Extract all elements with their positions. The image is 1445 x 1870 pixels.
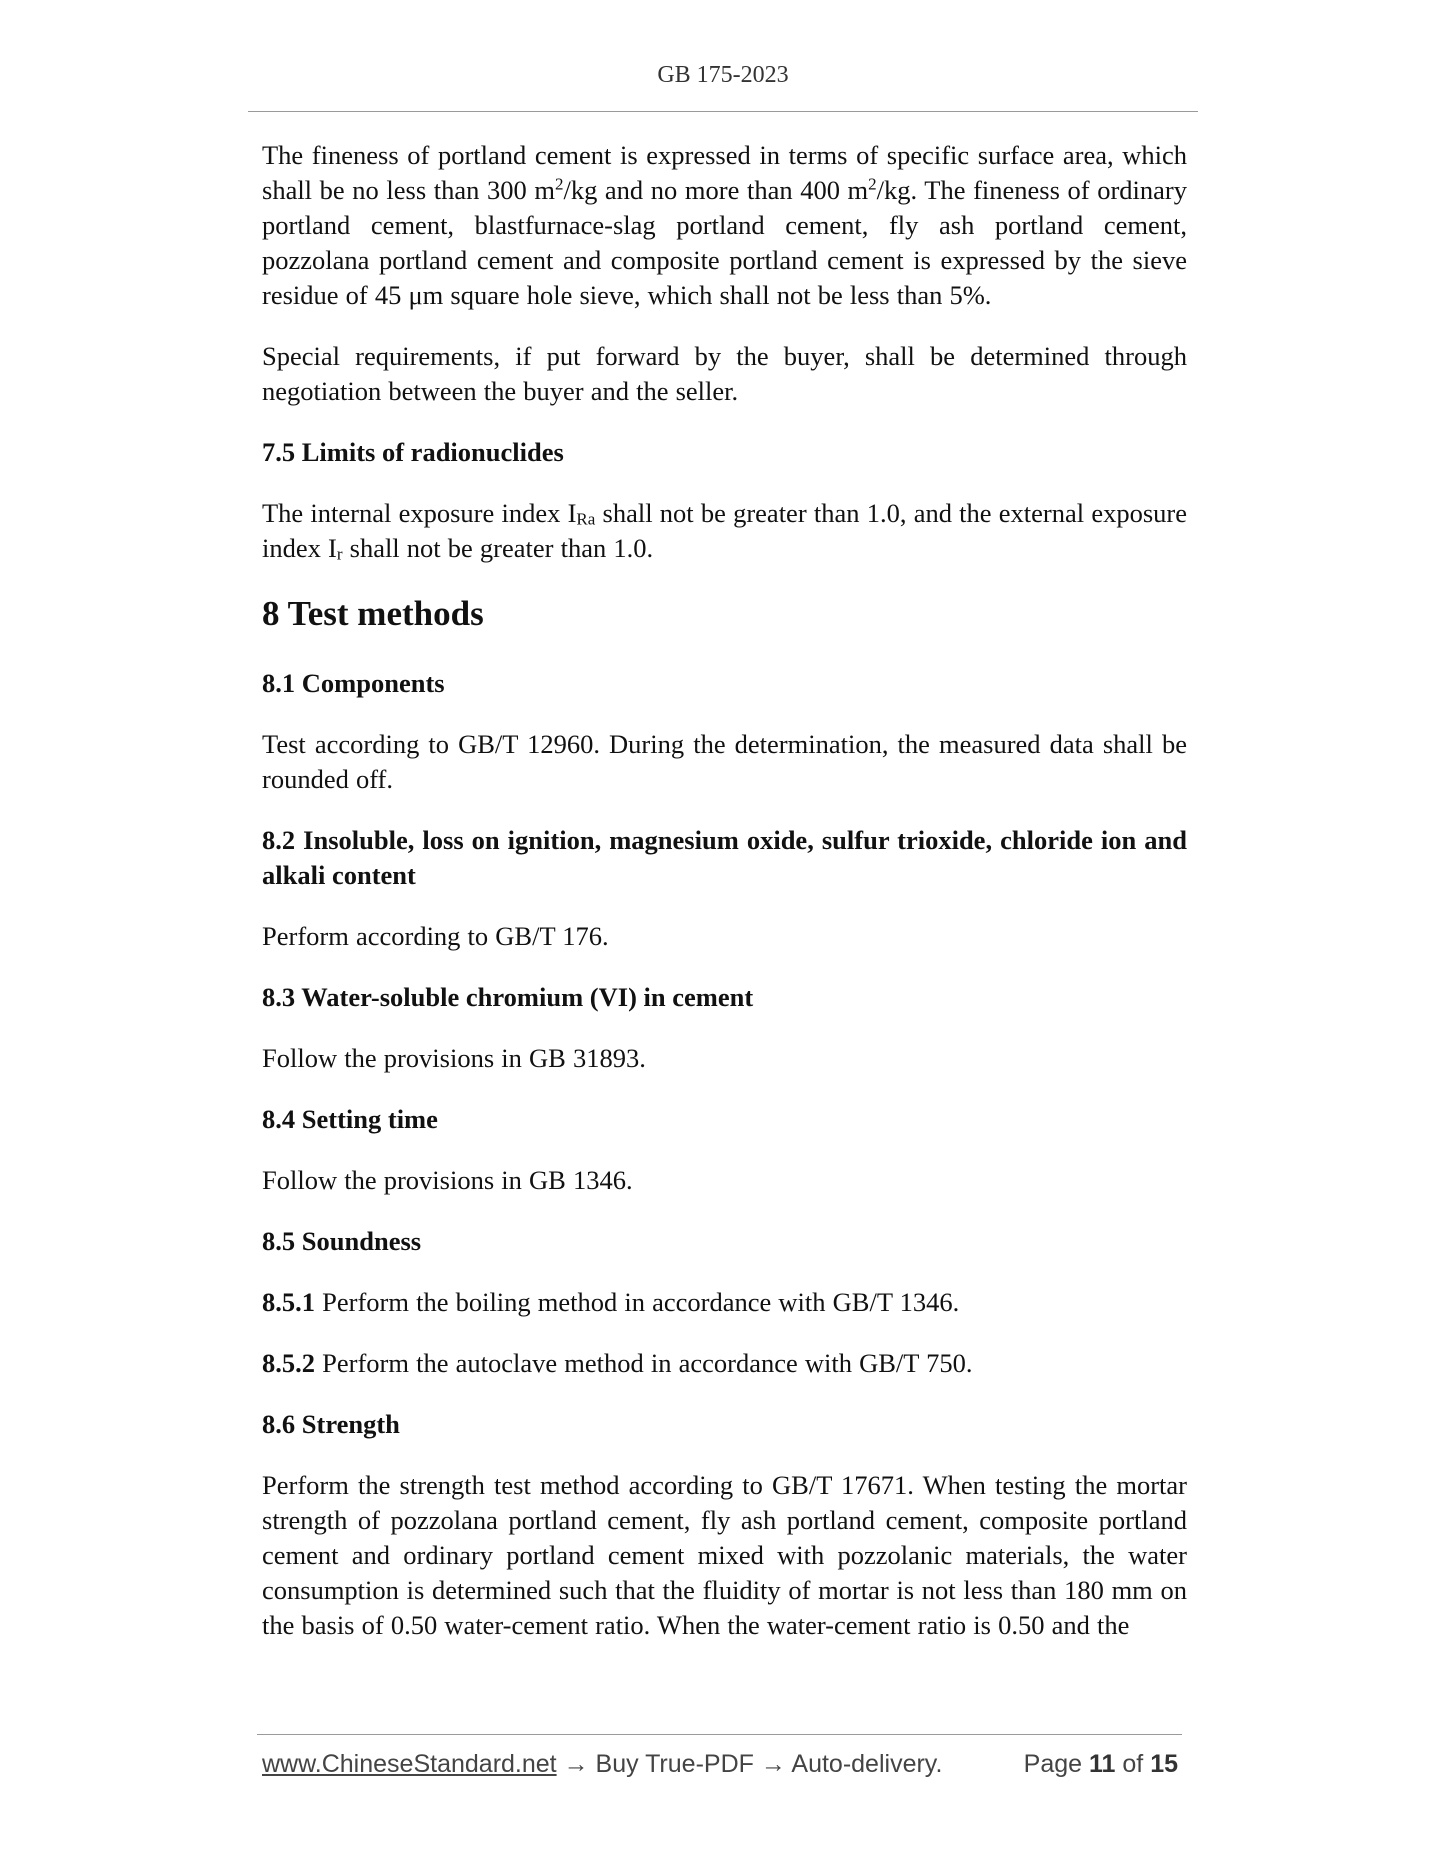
radionuclides-paragraph [262,496,1187,566]
section-heading-8-3: 8.3 Water-soluble chromium (VI) in cement [262,982,754,1012]
section-heading-8-5: 8.5 Soundness [262,1226,422,1256]
section-heading-8-4: 8.4 Setting time [262,1104,438,1134]
footer-tagline: → Buy True-PDF → Auto-delivery. [556,1750,943,1778]
soundness-item-2 [262,1346,1187,1381]
clause-number: 8.5.2 [262,1348,315,1378]
strength-paragraph: Perform the strength test method according to GB/T 17671. When testing the mortar strength of pozzolana portland cement, fly ash portland cement, composite portland cement and ordinary portland cement mixed with pozzolanic materials, the water consumption is determined such that the fluidity of mortar is not less than 180 mm on the basis of 0.50 water-cement ratio. When the water-cement ratio is 0.50 and the [262,1470,1187,1640]
total-page-count: 15 [1150,1750,1178,1778]
chapter-heading-8: 8 Test methods [262,594,484,633]
page-footer [262,1750,1182,1779]
current-page-number: 11 [1088,1750,1116,1778]
fineness-text-b: /kg and no more than 400 m [563,175,869,205]
clause-text: Perform the autoclave method in accordance with GB/T 750. [315,1348,973,1378]
subscript: Ra [576,509,596,529]
section-heading-7-5: 7.5 Limits of radionuclides [262,437,564,467]
header-divider [248,111,1198,112]
fineness-paragraph [262,138,1187,313]
section-heading-8-1: 8.1 Components [262,668,445,698]
setting-time-paragraph: Follow the provisions in GB 1346. [262,1165,633,1195]
document-body [262,138,1187,1669]
chromium-paragraph: Follow the provisions in GB 31893. [262,1043,646,1073]
of-word: of [1122,1750,1144,1778]
components-paragraph: Test according to GB/T 12960. During the determination, the measured data shall be rounded off. [262,729,1187,794]
fineness-text-c: /kg. The fineness of ordinary portland cement, blastfurnace-slag portland cement, fly ash portland cement, pozzolana portland cement and composite portland cement is expressed by the sieve residue of 45 μm square hole sieve, which shall not be less than 5%. [262,175,1187,310]
section-heading-8-2: 8.2 Insoluble, loss on ignition, magnesium oxide, sulfur trioxide, chloride ion and alkali content [262,825,1187,890]
special-requirements-paragraph: Special requirements, if put forward by the buyer, shall be determined through negotiation between the buyer and the seller. [262,341,1187,406]
insoluble-paragraph: Perform according to GB/T 176. [262,921,609,951]
radionuclides-text-b: shall not be greater than 1.0, and the external exposure index I [262,498,1187,563]
clause-text: Perform the boiling method in accordance with GB/T 1346. [315,1287,960,1317]
fineness-text-a: The fineness of portland cement is expressed in terms of specific surface area, which shall be no less than 300 m [262,140,1187,205]
radionuclides-text-a: The internal exposure index I [262,498,577,528]
footer-divider [257,1734,1182,1735]
superscript: 2 [868,174,877,194]
section-heading-8-6: 8.6 Strength [262,1409,400,1439]
radionuclides-text-c: shall not be greater than 1.0. [342,533,654,563]
page-word: Page [1023,1750,1083,1778]
superscript: 2 [554,174,564,194]
running-header: GB 175-2023 [657,62,789,88]
chinesestandard-link[interactable]: www.ChineseStandard.net [262,1750,557,1778]
subscript: r [336,544,343,564]
soundness-item-1 [262,1285,1187,1320]
clause-number: 8.5.1 [262,1287,315,1317]
page-indicator [1024,1750,1178,1779]
